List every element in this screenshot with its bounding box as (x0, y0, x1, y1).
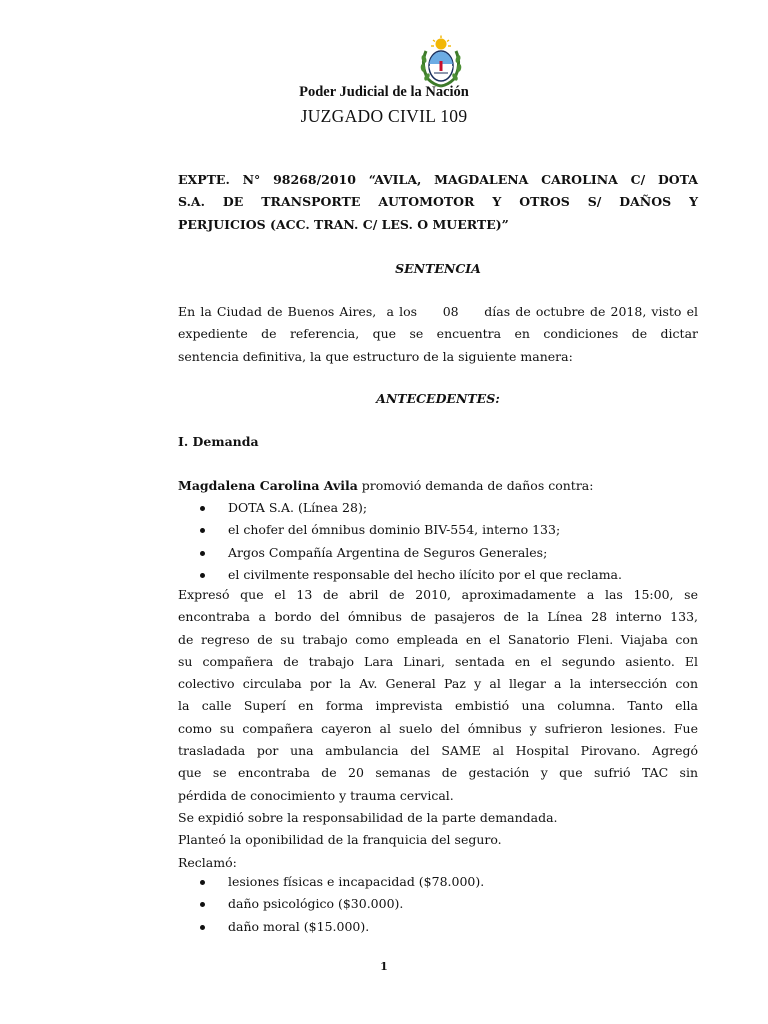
plaintiff-name: Magdalena Carolina Avila (178, 478, 358, 493)
list-item: lesiones físicas e incapacidad ($78.000). (200, 871, 700, 893)
court-header: JUZGADO CIVIL 109 (300, 106, 468, 126)
case-caption (178, 169, 698, 236)
case-caption-line: EXPTE. N° 98268/2010 “AVILA, MAGDALENA CAROLINA C/ DOTA (178, 172, 698, 187)
list-item: daño psicológico ($30.000). (200, 893, 700, 915)
demanda-intro (178, 475, 698, 497)
institution-header: Poder Judicial de la Nación (299, 84, 469, 100)
list-item: el chofer del ómnibus dominio BIV-554, interno 133; (200, 519, 700, 541)
list-item: Argos Compañía Argentina de Seguros Generales; (200, 542, 700, 564)
list-item: daño moral ($15.000). (200, 916, 700, 938)
intro-line: sentencia definitiva, la que estructuro de la siguiente manera: (178, 348, 573, 364)
intro-paragraph (178, 301, 698, 368)
facts-line: pérdida de conocimiento y trauma cervical. (178, 787, 454, 803)
list-item: DOTA S.A. (Línea 28); (200, 497, 700, 519)
facts-line: que se encontraba de 20 semanas de gestación y que sufrió TAC sin (178, 765, 698, 781)
list-item: el civilmente responsable del hecho ilícito por el que reclama. (200, 564, 700, 586)
demanda-heading: I. Demanda (178, 434, 259, 449)
claims-list (200, 871, 700, 938)
coat-of-arms-seal (416, 35, 466, 89)
demanda-intro-text: promovió demanda de daños contra: (357, 478, 594, 493)
facts-line: de regreso de su trabajo como empleada en el Sanatorio Fleni. Viajaba con (178, 631, 698, 647)
facts-line: como su compañera cayeron al suelo del ómnibus y sufrieron lesiones. Fue (178, 720, 698, 736)
facts-line: Se expidió sobre la responsabilidad de la parte demandada. (178, 809, 558, 825)
intro-line: expediente de referencia, que se encuentra en condiciones de dictar (178, 326, 698, 342)
case-caption-line: S.A. DE TRANSPORTE AUTOMOTOR Y OTROS S/ DAÑOS Y (178, 194, 698, 210)
facts-line: encontraba a bordo del ómnibus de pasajeros de la Línea 28 interno 133, (178, 609, 698, 625)
sentence-heading: SENTENCIA (395, 261, 481, 276)
page-number: 1 (380, 960, 388, 973)
facts-line: trasladada por una ambulancia del SAME al Hospital Pirovano. Agregó (178, 743, 698, 759)
facts-line: su compañera de trabajo Lara Linari, sentada en el segundo asiento. El (178, 653, 698, 669)
facts-line: Reclamó: (178, 854, 237, 870)
facts-line: Expresó que el 13 de abril de 2010, aproximadamente a las 15:00, se (178, 587, 698, 602)
facts-line: la calle Superí en forma imprevista embistió una columna. Tanto ella (178, 698, 698, 714)
antecedentes-heading: ANTECEDENTES: (376, 391, 500, 406)
case-caption-line: PERJUICIOS (ACC. TRAN. C/ LES. O MUERTE)” (178, 216, 509, 232)
facts-line: Planteó la oponibilidad de la franquicia del seguro. (178, 832, 502, 848)
intro-line: En la Ciudad de Buenos Aires, a los 08 días de octubre de 2018, visto el (178, 304, 698, 319)
defendants-list (200, 497, 700, 586)
facts-paragraph (178, 584, 698, 874)
facts-line: colectivo circulaba por la Av. General Paz y al llegar a la intersección con (178, 676, 698, 692)
